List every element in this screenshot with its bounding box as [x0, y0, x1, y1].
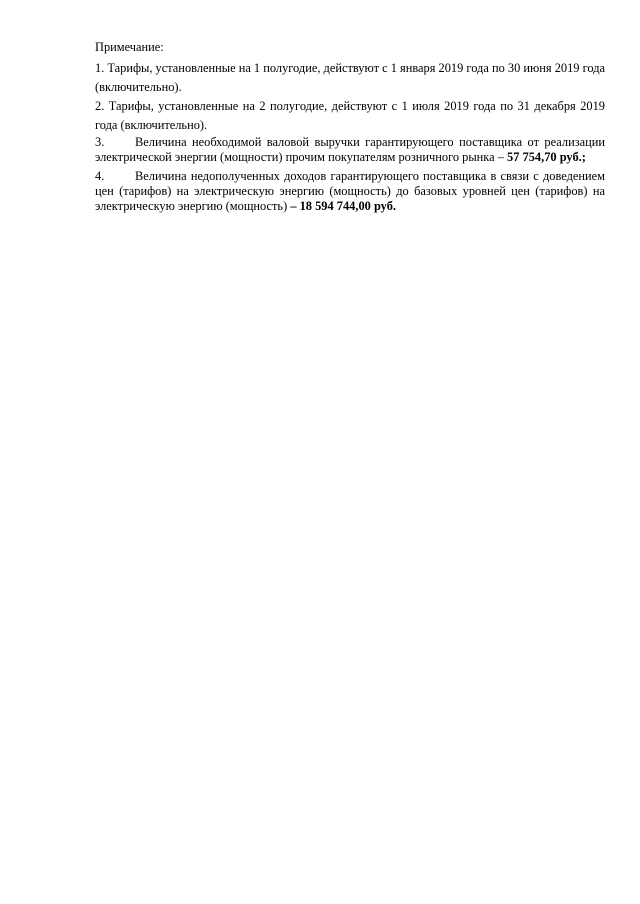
note-item-4 — [95, 169, 605, 215]
note-heading: Примечание: — [95, 40, 164, 54]
note-item-number: 3. — [95, 135, 105, 150]
note-item-suffix: ; — [581, 150, 586, 165]
note-item-2 — [95, 97, 605, 135]
note-item-number: 2. — [95, 99, 105, 114]
note-item-text: Величина необходимой валовой выручки гарантирующего поставщика от реализации электрической энергии (мощности) прочим покупателям розничного рынка – — [95, 135, 605, 165]
note-item-text: Тарифы, установленные на 2 полугодие, действуют с 1 июля 2019 года по 31 декабря 2019 года (включительно). — [95, 99, 605, 133]
note-item-1 — [95, 59, 605, 97]
note-item-number: 1. — [95, 61, 105, 76]
note-block — [95, 40, 605, 217]
note-item-value: 57 754,70 руб. — [507, 150, 582, 165]
note-item-3 — [95, 135, 605, 165]
note-item-value: – 18 594 744,00 руб. — [290, 199, 397, 214]
note-item-text: Величина недополученных доходов гарантирующего поставщика в связи с доведением цен (тарифов) на электрическую энергию (мощность) до базовых уровней цен (тарифов) на электрическую энергию (мощность) — [95, 168, 605, 214]
note-item-text: Тарифы, установленные на 1 полугодие, действуют с 1 января 2019 года по 30 июня 2019 года (включительно). — [95, 61, 605, 95]
note-item-number: 4. — [95, 168, 105, 183]
